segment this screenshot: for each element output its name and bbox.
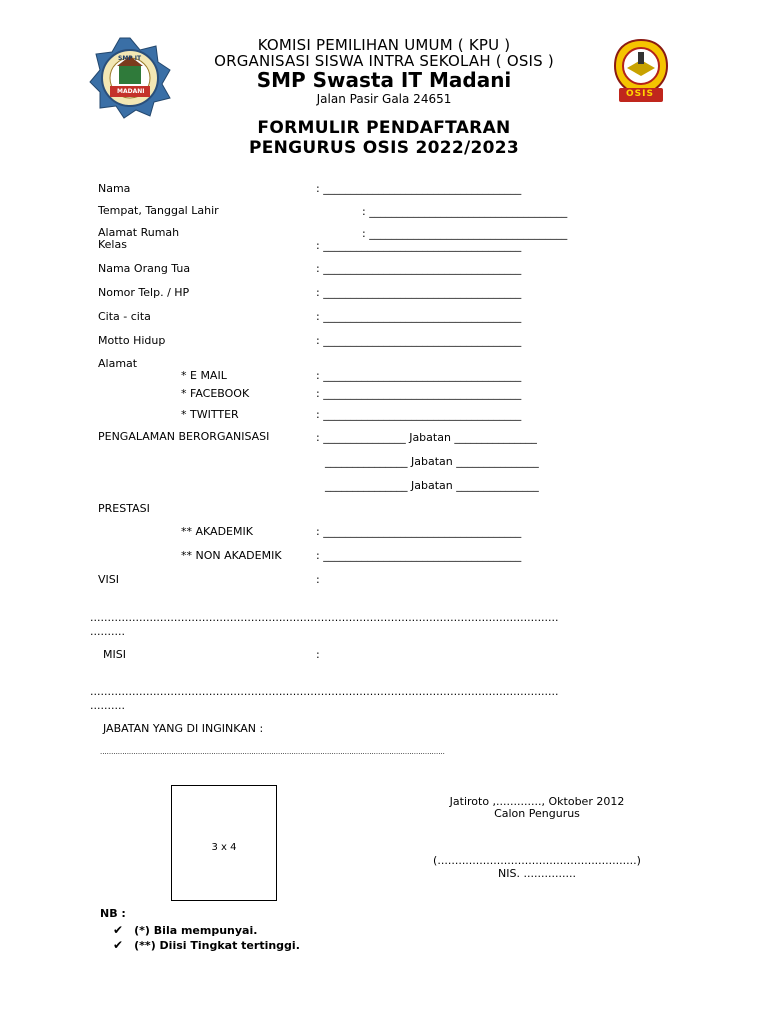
input-non-akademik[interactable]: : ____________________________________ xyxy=(316,549,522,562)
signature-role: Calon Pengurus xyxy=(494,807,580,820)
input-ttl[interactable]: : ____________________________________ xyxy=(362,205,568,218)
label-orang-tua: Nama Orang Tua xyxy=(98,262,191,275)
osis-heading: ORGANISASI SISWA INTRA SEKOLAH ( OSIS ) xyxy=(214,52,554,70)
school-name: SMP Swasta IT Madani xyxy=(256,68,512,92)
misi-dots-1[interactable]: ...................................................................................................................................... xyxy=(90,685,559,698)
input-pengalaman-3[interactable]: _______________ Jabatan _______________ xyxy=(325,479,539,492)
label-email: * E MAIL xyxy=(181,369,227,382)
note-text-2: (**) Diisi Tingkat tertinggi. xyxy=(134,939,300,952)
label-telp: Nomor Telp. / HP xyxy=(98,286,190,299)
photo-size-label: 3 x 4 xyxy=(211,842,237,853)
check-icon: ✔ xyxy=(113,938,124,952)
input-telp[interactable]: : ____________________________________ xyxy=(316,286,522,299)
input-motto[interactable]: : ____________________________________ xyxy=(316,334,522,347)
visi-dots-1[interactable]: ...................................................................................................................................... xyxy=(90,611,559,624)
notes-label: NB : xyxy=(100,907,126,920)
label-alamat-rumah: Alamat Rumah xyxy=(98,226,180,239)
input-facebook[interactable]: : ____________________________________ xyxy=(316,387,522,400)
input-akademik[interactable]: : ____________________________________ xyxy=(316,525,522,538)
input-pengalaman-1[interactable]: : _______________ Jabatan _______________ xyxy=(316,431,537,444)
note-item-2 xyxy=(113,934,300,953)
signature-date: Jatiroto ,............., Oktober 2012 xyxy=(449,795,625,808)
label-alamat: Alamat xyxy=(98,357,138,370)
note-text-1: (*) Bila mempunyai. xyxy=(134,924,258,937)
label-nama: Nama xyxy=(98,182,131,195)
input-orang-tua[interactable]: : ____________________________________ xyxy=(316,262,522,275)
label-akademik: ** AKADEMIK xyxy=(181,525,253,538)
label-visi: VISI xyxy=(98,573,119,586)
kpu-heading: KOMISI PEMILIHAN UMUM ( KPU ) xyxy=(257,36,511,54)
osis-logo-text: OSIS xyxy=(626,89,654,99)
check-icon: ✔ xyxy=(113,923,124,937)
input-cita[interactable]: : ____________________________________ xyxy=(316,310,522,323)
input-kelas[interactable]: : ____________________________________ xyxy=(316,239,522,252)
form-title-line2: PENGURUS OSIS 2022/2023 xyxy=(248,138,520,158)
label-cita: Cita - cita xyxy=(98,310,151,323)
misi-dots-2[interactable]: .......... xyxy=(90,699,125,712)
input-pengalaman-2[interactable]: _______________ Jabatan _______________ xyxy=(325,455,539,468)
label-motto: Motto Hidup xyxy=(98,334,166,347)
label-kelas: Kelas xyxy=(98,238,127,251)
input-email[interactable]: : ____________________________________ xyxy=(316,369,522,382)
label-ttl: Tempat, Tanggal Lahir xyxy=(98,204,219,217)
input-alamat-rumah[interactable]: : ____________________________________ xyxy=(362,227,568,240)
misi-colon: : xyxy=(316,648,320,661)
input-nama[interactable]: : ____________________________________ xyxy=(316,182,522,195)
input-twitter[interactable]: : ____________________________________ xyxy=(316,408,522,421)
jabatan-diinginkan-dots[interactable]: ........................................................................................................................................................... xyxy=(100,748,445,756)
signature-name[interactable]: (.........................................................) xyxy=(433,854,641,867)
label-non-akademik: ** NON AKADEMIK xyxy=(181,549,282,562)
visi-colon: : xyxy=(316,573,320,586)
school-address: Jalan Pasir Gala 24651 xyxy=(316,92,452,106)
form-title-line1: FORMULIR PENDAFTARAN xyxy=(257,118,511,138)
signature-nis[interactable]: NIS. ............... xyxy=(498,867,576,880)
label-jabatan-diinginkan: JABATAN YANG DI INGINKAN : xyxy=(103,722,264,735)
label-twitter: * TWITTER xyxy=(181,408,239,421)
school-logo-text: SMP IT xyxy=(118,55,142,62)
label-pengalaman: PENGALAMAN BERORGANISASI xyxy=(98,430,270,443)
label-facebook: * FACEBOOK xyxy=(181,387,250,400)
visi-dots-2[interactable]: .......... xyxy=(90,625,125,638)
school-logo-subtext: MADANI xyxy=(117,88,145,95)
label-prestasi: PRESTASI xyxy=(98,502,150,515)
label-misi: MISI xyxy=(103,648,126,661)
